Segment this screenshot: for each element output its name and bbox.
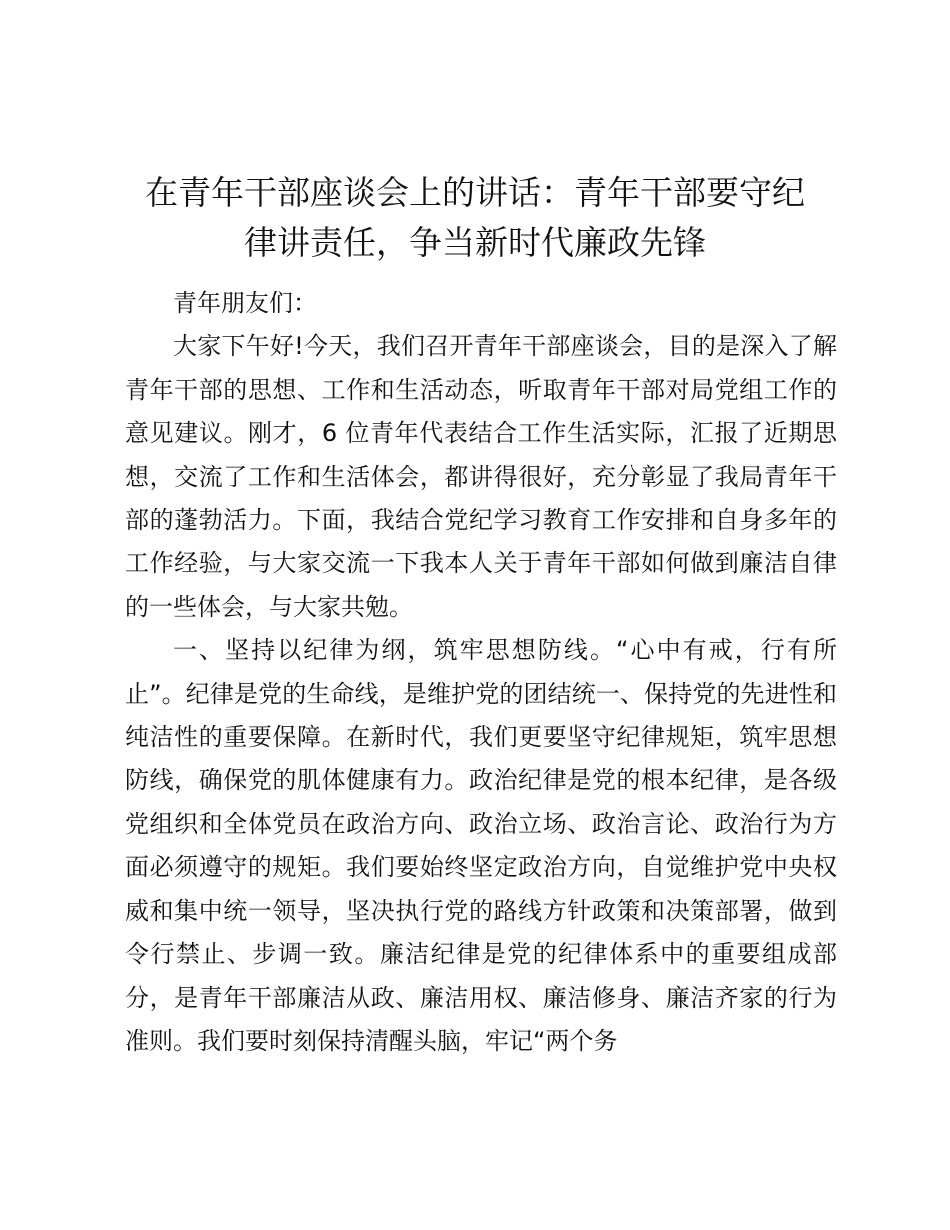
paragraph-section-one: 一、坚持以纪律为纲，筑牢思想防线。“心中有戒，行有所止”。纪律是党的生命线，是维护党的团结统一、保持党的先进性和纯洁性的重要保障。在新时代，我们更要坚守纪律规矩，筑牢思想防线，确保党的肌体健康有力。政治纪律是党的根本纪律，是各级党组织和全体党员在政治方向、政治立场、政治言论、政治行为方面必须遵守的规矩。我们要始终坚定政治方向，自觉维护党中央权威和集中统一领导，坚决执行党的路线方针政策和决策部署，做到令行禁止、步调一致。廉洁纪律是党的纪律体系中的重要组成部分，是青年干部廉洁从政、廉洁用权、廉洁修身、廉洁齐家的行为准则。我们要时刻保持清醒头脑，牢记“两个务: [125, 636, 837, 1055]
title-line-2: 律讲责任，争当新时代廉政先锋: [244, 223, 706, 262]
document-title: [118, 168, 832, 268]
paragraph-opening: 大家下午好!今天，我们召开青年干部座谈会，目的是深入了解青年干部的思想、工作和生活动态，听取青年干部对局党组工作的意见建议。刚才，6 位青年代表结合工作生活实际，汇报了近期思想，交流了工作和生活体会，都讲得很好，充分彰显了我局青年干部的蓬勃活力。下面，我结合党纪学习教育工作安排和自身多年的工作经验，与大家交流一下我本人关于青年干部如何做到廉洁自律的一些体会，与大家共勉。: [125, 332, 837, 621]
document-body: [125, 282, 837, 1063]
title-line-1: 在青年干部座谈会上的讲话：青年干部要守纪: [145, 173, 805, 212]
salutation: 青年朋友们：: [173, 289, 317, 317]
